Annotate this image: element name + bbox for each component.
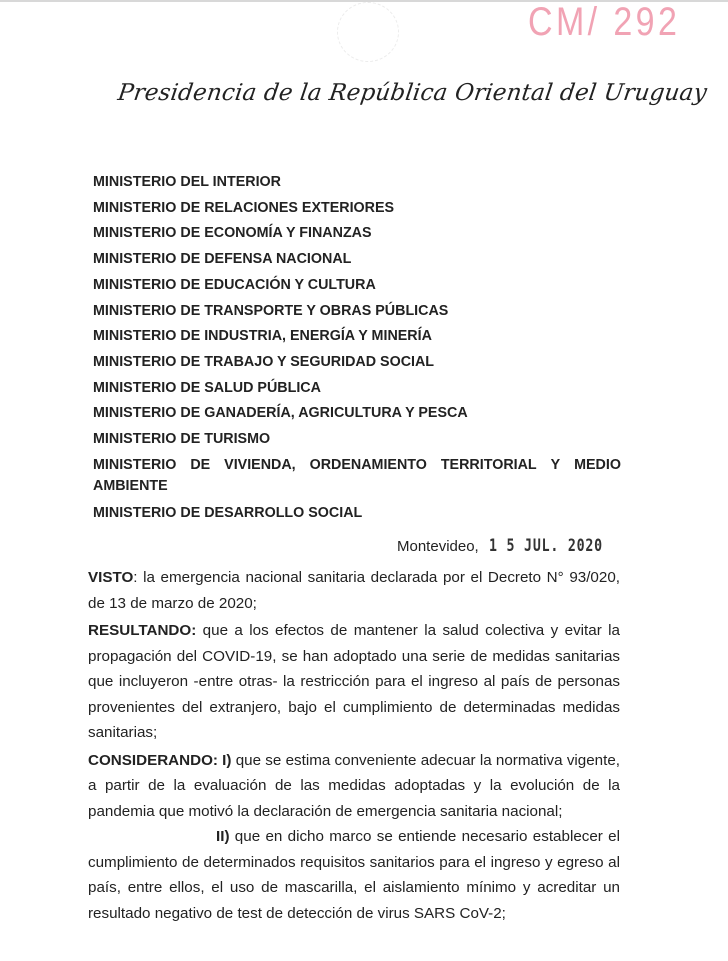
resultando-paragraph: [88, 618, 620, 746]
letterhead-title: Presidencia de la República Oriental del Uruguay: [116, 80, 709, 106]
considerando-label: CONSIDERANDO: I): [88, 751, 232, 769]
considerando-2-text: que en dicho marco se entiende necesario establecer el cumplimiento de determinados requisitos sanitarios para el ingreso y egreso al país, entre ellos, el uso de mascarilla, el aislamiento mínimo y acreditar un resultado negativo de test de detección de virus SARS CoV-2;: [88, 828, 620, 922]
file-number-stamp: CM/ 292: [528, 0, 681, 44]
ministry-vivienda-word: DE: [190, 456, 211, 473]
resultando-label: RESULTANDO:: [88, 622, 197, 639]
ministry-turismo: MINISTERIO DE TURISMO: [93, 431, 271, 448]
date-place: Montevideo,: [397, 538, 479, 555]
ministry-vivienda-word: MEDIO: [574, 456, 621, 473]
considerando-1-text: que se estima conveniente adecuar la normativa vigente, a partir de la evaluación de las medidas adoptadas y la evolución de la pandemia que motivó la declaración de emergencia sanitaria nacional;: [88, 751, 621, 820]
ministries-list: [93, 170, 621, 526]
ministry-vivienda-word: TERRITORIAL: [440, 456, 537, 473]
ministry-vivienda-second-line: AMBIENTE: [93, 478, 168, 495]
ministry-economia: MINISTERIO DE ECONOMÍA Y FINANZAS: [93, 225, 372, 242]
visto-text: : la emergencia nacional sanitaria declarada por el Decreto N° 93/020, de 13 de marzo de 2020;: [88, 569, 620, 612]
ministry-desarrollo-social: MINISTERIO DE DESARROLLO SOCIAL: [93, 504, 363, 521]
ministry-trabajo: MINISTERIO DE TRABAJO Y SEGURIDAD SOCIAL: [93, 353, 435, 370]
considerando-1-paragraph: [88, 748, 620, 825]
document-body: [88, 565, 620, 926]
date-stamp: 1 5 JUL. 2020: [488, 536, 603, 556]
ministry-relaciones-exteriores: MINISTERIO DE RELACIONES EXTERIORES: [93, 199, 395, 216]
resultando-text: que a los efectos de mantener la salud colectiva y evitar la propagación del COVID-19, se han adoptado una serie de medidas sanitarias que incluyeron -entre otras- la restricción para el ingreso al país de personas provenientes del extranjero, bajo el cumplimiento de determinadas medidas sanitarias;: [88, 622, 620, 741]
visto-label: VISTO: [88, 569, 134, 586]
ministry-educacion: MINISTERIO DE EDUCACIÓN Y CULTURA: [93, 276, 376, 293]
ministry-vivienda-word: Y: [550, 456, 561, 473]
ministry-ganaderia: MINISTERIO DE GANADERÍA, AGRICULTURA Y PESCA: [93, 405, 468, 422]
ministry-transporte: MINISTERIO DE TRANSPORTE Y OBRAS PÚBLICAS: [93, 302, 449, 319]
date-line: [397, 536, 635, 556]
ministry-industria: MINISTERIO DE INDUSTRIA, ENERGÍA Y MINERÍA: [93, 328, 432, 345]
ministry-vivienda-word: MINISTERIO: [93, 456, 177, 473]
ministry-vivienda: [93, 455, 621, 498]
considerando-2-label: II): [216, 828, 230, 845]
ministry-vivienda-word: ORDENAMIENTO: [309, 456, 427, 473]
considerando-2-paragraph: [88, 824, 620, 926]
faint-seal-watermark: [337, 2, 399, 62]
ministry-salud: MINISTERIO DE SALUD PÚBLICA: [93, 379, 321, 396]
visto-paragraph: [88, 565, 620, 616]
ministry-vivienda-word: VIVIENDA,: [224, 456, 296, 473]
ministry-defensa: MINISTERIO DE DEFENSA NACIONAL: [93, 251, 352, 268]
ministry-interior: MINISTERIO DEL INTERIOR: [93, 174, 281, 190]
